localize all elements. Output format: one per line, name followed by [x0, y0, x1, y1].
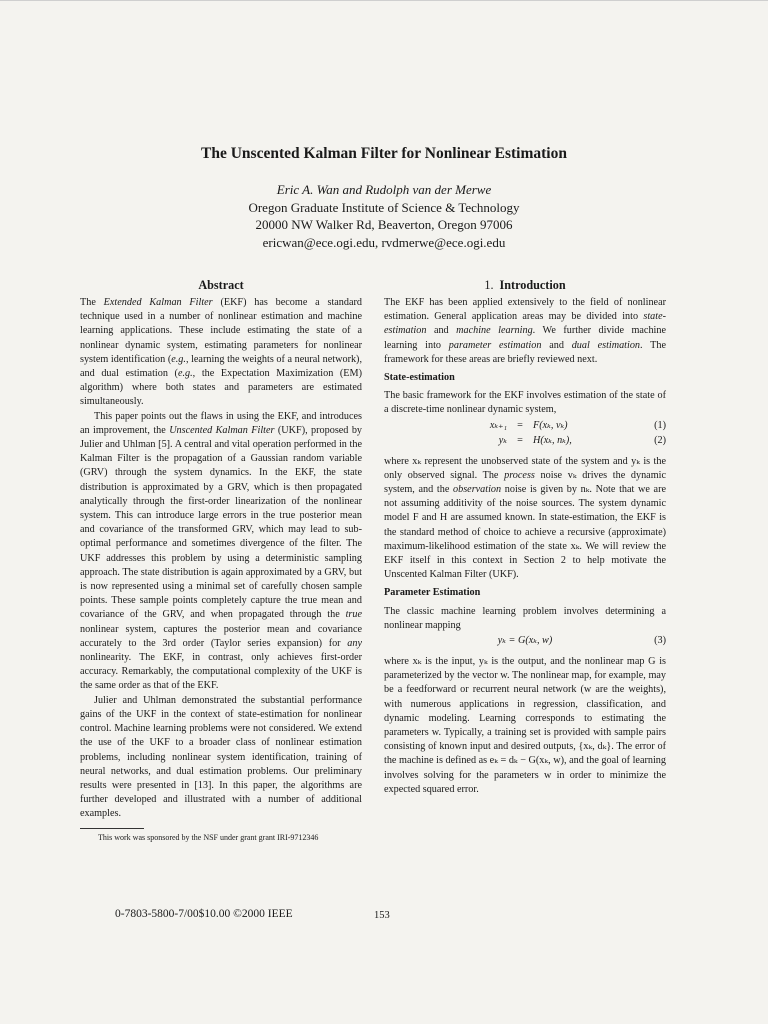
section-number: 1. — [484, 278, 494, 292]
paper-title: The Unscented Kalman Filter for Nonlinear Estimation — [201, 145, 567, 162]
equation-rhs: F(xₖ, vₖ) — [533, 419, 568, 431]
text-run: Unscented Kalman Filter — [169, 424, 275, 436]
equation-number: (3) — [654, 635, 666, 647]
text-run: and — [541, 339, 572, 351]
section-title: Introduction — [499, 278, 566, 292]
text-run: The — [80, 297, 104, 308]
footnote: This work was sponsored by the NSF under grant grant IRI-9712346 — [98, 832, 319, 842]
text-run: nonlinearity. The EKF, in contrast, only achieves first-order accuracy. Remarkably, the computational complexity of the UKF is the same order as that of the EKF. — [80, 652, 362, 692]
author-affiliation: Oregon Graduate Institute of Science & Technology — [248, 199, 520, 215]
text-run: Extended Kalman Filter — [103, 297, 213, 308]
right-column — [384, 278, 666, 797]
intro-paragraph-1 — [384, 296, 666, 367]
param-paragraph-2: where xₖ is the input, yₖ is the output, and the nonlinear map G is parameterized by the vector w. The nonlinear map, for example, may be a feedforward or recurrent neural network (w are the weights), with numerous applications in regression, classification, and dynamic modeling. Learning corresponds to estimating the parameters w. Typically, a training set is provided with sample pairs consisting of known input and desired outputs, {xₖ, dₖ}. The error of the machine is defined as eₖ = dₖ − G(xₖ, w), and the goal of learning involves solving for the parameters w in order to minimize the expected squared error. — [384, 656, 666, 795]
page-number: 153 — [374, 910, 390, 921]
equation-number: (1) — [654, 419, 666, 431]
param-paragraph-1: The classic machine learning problem involves determining a nonlinear mapping — [384, 605, 666, 631]
text-run: process — [504, 469, 535, 481]
author-names: Eric A. Wan and Rudolph van der Merwe — [276, 182, 492, 197]
author-emails: ericwan@ece.ogi.edu, rvdmerwe@ece.ogi.edu — [262, 234, 506, 250]
subsection-heading-parameter: Parameter Estimation — [384, 587, 481, 599]
text-run: (EKF) has become a standard technique used in a number of nonlinear estimation and machine learning applications. These include estimating the state of a nonlinear dynamic system, estimating parameters for nonlinear system identification ( — [80, 297, 362, 365]
spacer — [384, 448, 666, 455]
text-run: (UKF), proposed by Julier and Uhlman [5]. A central and vital operation performed in the Kalman Filter is the propagation of a Gaussian random variable (GRV) through the system dynamics. In the EKF, the state distribution is approximated by a GRV, which is then propagated analytically through the first-order linearization of the nonlinear system. This can introduce large errors in the true posterior mean and covariance of the transformed GRV, which may lead to sub-optimal performance and sometimes divergence of the filter. The UKF addresses this problem by using a deterministic sampling approach. The state distribution is again approximated by a GRV, but is now represented using a minimal set of carefully chosen sample points. These sample points completely capture the true mean and covariance of the GRV, and when propagated through the — [80, 424, 363, 621]
text-run: e.g. — [177, 368, 193, 380]
copyright-line: 0-7803-5800-7/00$10.00 ©2000 IEEE — [115, 908, 293, 920]
abstract-paragraph-1 — [80, 296, 362, 410]
text-run: any — [347, 637, 362, 649]
text-run: , the Expectation Maximization (EM) algorithm) where both states and parameters are estimated simultaneously. — [80, 368, 362, 408]
footnote-rule — [80, 828, 144, 829]
equation-1 — [384, 418, 666, 433]
text-run: noise vₖ drives the dynamic system, and the — [384, 469, 666, 496]
equation-operator: = — [517, 434, 523, 446]
text-run: . The framework for these areas are briefly reviewed next. — [384, 339, 667, 365]
state-paragraph-1: The basic framework for the EKF involves estimation of the state of a discrete-time nonlinear dynamic system, — [384, 390, 666, 416]
abstract-paragraph-3: Julier and Uhlman demonstrated the substantial performance gains of the UKF in the context of state-estimation for nonlinear control. Machine learning problems were not considered. We extend the use of the UKF to a broader class of nonlinear estimation problems, including nonlinear system identification, training of neural networks, and dual estimation problems. Our preliminary results were presented in [13]. In this paper, the algorithms are further developed and illustrated with a number of additional examples. — [80, 694, 362, 820]
equation-body: yₖ = G(xₖ, w) — [497, 635, 553, 647]
text-run: dual estimation — [571, 339, 641, 351]
subsection-heading-state: State-estimation — [384, 372, 455, 384]
spacer — [384, 648, 666, 655]
author-address: 20000 NW Walker Rd, Beaverton, Oregon 97006 — [255, 217, 513, 232]
equation-2 — [384, 433, 666, 448]
abstract-paragraph-2 — [80, 410, 362, 694]
text-run: nonlinear system, captures the posterior mean and covariance accurately to the 3rd order (Taylor series expansion) for — [80, 623, 362, 649]
text-run: state-estimation — [384, 311, 666, 337]
text-run: noise is given by nₖ. Note that we are not assuming additivity of the noise sources. The system dynamic model F and H are assumed known. In state-estimation, the EKF is the standard method of choice to achieve a recursive (approximate) maximum-likelihood estimation of the state xₖ. We will review the EKF itself in this context in Section 2 to help motivate the Unscented Kalman Filter (UKF). — [384, 484, 666, 581]
text-run: observation — [453, 484, 502, 496]
text-run: This paper points out the flaws in using the EKF, and introduces an improvement, the — [80, 410, 362, 436]
equation-rhs: H(xₖ, nₖ), — [533, 434, 572, 446]
text-run: The EKF has been applied extensively to the field of nonlinear estimation. General application areas may be divided into — [384, 297, 666, 323]
text-run: and — [426, 325, 457, 337]
text-run: , learning the weights of a neural network), and dual estimation ( — [80, 353, 362, 380]
intro-heading — [384, 278, 666, 296]
text-run: . We further divide machine learning into — [384, 325, 666, 351]
left-column — [80, 278, 362, 843]
author-block — [0, 181, 768, 251]
abstract-heading: Abstract — [198, 278, 244, 292]
equation-lhs: yₖ — [498, 434, 507, 446]
text-run: where xₖ represent the unobserved state of the system and yₖ is the only observed signal. The — [384, 455, 666, 481]
text-run: machine learning — [456, 325, 533, 337]
text-run: parameter estimation — [448, 339, 542, 351]
equation-number: (2) — [654, 434, 666, 446]
text-run: true — [345, 609, 362, 621]
top-rule — [0, 0, 768, 1]
equation-operator: = — [517, 419, 523, 431]
text-run: e.g. — [171, 353, 186, 365]
state-paragraph-2 — [384, 455, 666, 583]
equation-3 — [384, 633, 666, 648]
equation-lhs: xₖ₊₁ — [489, 419, 507, 431]
